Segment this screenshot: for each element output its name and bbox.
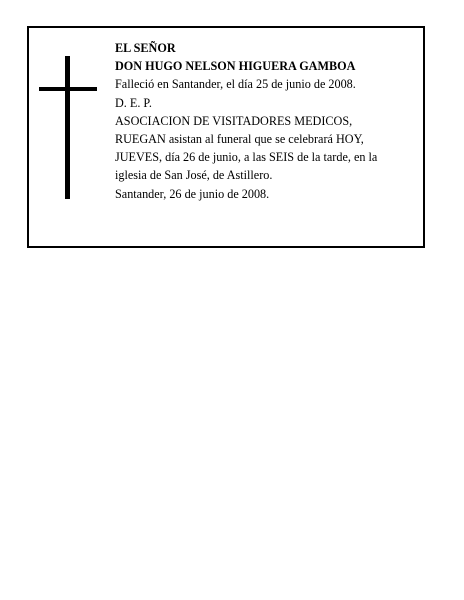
rip-line: D. E. P. [115,95,152,110]
organization-name: ASOCIACION DE VISITADORES MEDICOS, [115,113,353,128]
deceased-title: EL SEÑOR [115,41,176,55]
funeral-location: iglesia de San José, de Astillero. [115,168,273,183]
cross-horizontal-bar [39,87,97,91]
funeral-request-line-2: JUEVES, día 26 de junio, a las SEIS de la tarde, en la [115,150,378,165]
notice-date: Santander, 26 de junio de 2008. [115,186,270,201]
cross-vertical-bar [65,56,70,199]
obituary-notice [27,26,425,248]
latin-cross-icon [39,56,99,199]
deceased-name: DON HUGO NELSON HIGUERA GAMBOA [115,59,356,74]
funeral-request-line-1: RUEGAN asistan al funeral que se celebrará HOY, [115,132,364,147]
notice-text [115,39,415,203]
death-statement: Falleció en Santander, el día 25 de junio de 2008. [115,77,356,92]
